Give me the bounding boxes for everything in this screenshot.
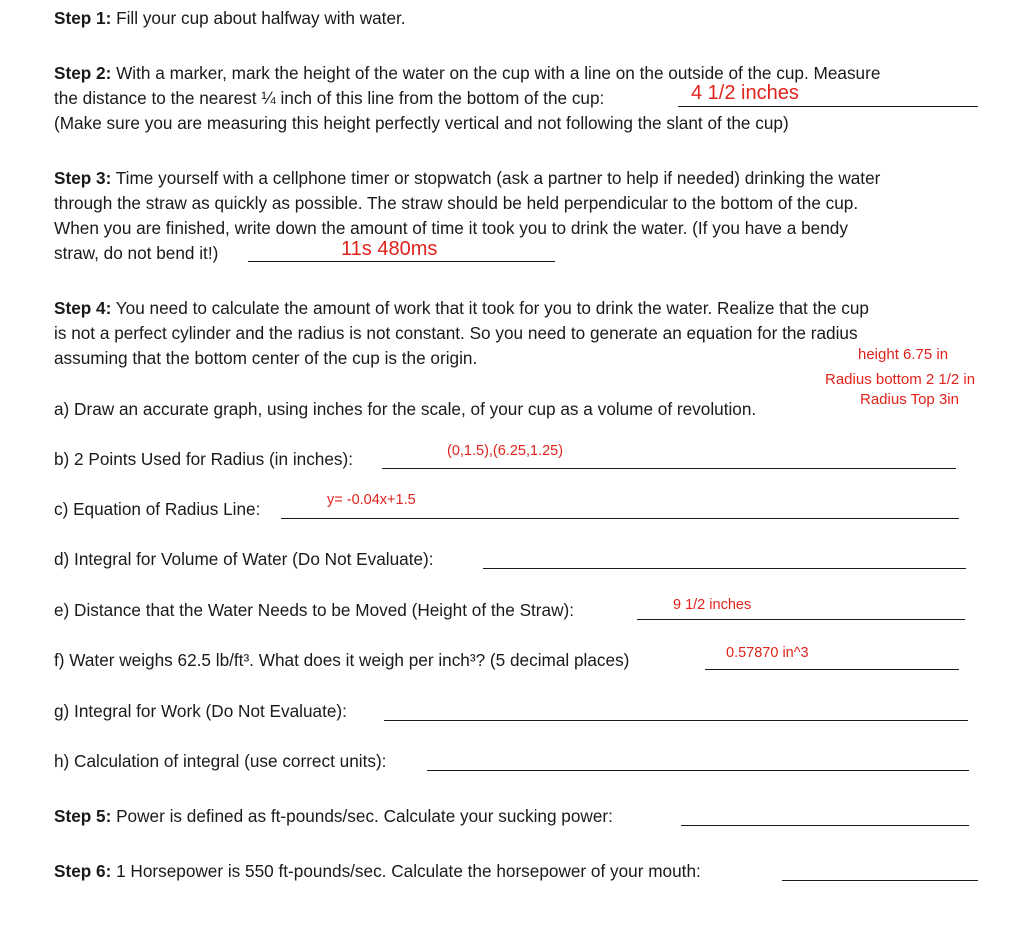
question-e-blank[interactable] xyxy=(637,619,965,620)
step4-line2 xyxy=(54,321,858,346)
step3-line3 xyxy=(54,216,848,241)
question-a-text: a) Draw an accurate graph, using inches for the scale, of your cup as a volume of revolution. xyxy=(54,399,757,419)
step2-text2: the distance to the nearest ¼ inch of this line from the bottom of the cup: xyxy=(54,88,605,108)
question-b-answer: (0,1.5),(6.25,1.25) xyxy=(447,443,564,459)
step2-line2 xyxy=(54,86,604,111)
step3-answer-blank[interactable] xyxy=(248,261,555,262)
step4-line1 xyxy=(54,296,869,321)
question-b-blank[interactable] xyxy=(382,468,956,469)
step3-label: Step 3: xyxy=(54,168,112,188)
question-f xyxy=(54,648,629,673)
question-f-answer: 0.57870 in^3 xyxy=(726,645,809,661)
question-f-blank[interactable] xyxy=(705,669,959,670)
step6-blank[interactable] xyxy=(782,880,978,881)
step6-text: 1 Horsepower is 550 ft-pounds/sec. Calculate the horsepower of your mouth: xyxy=(111,861,701,881)
step3-answer: 11s 480ms xyxy=(341,238,438,260)
question-g xyxy=(54,699,347,724)
step2-answer: 4 1/2 inches xyxy=(691,82,799,104)
step4-text1: You need to calculate the amount of work that it took for you to drink the water. Realize that the cup xyxy=(111,298,869,318)
question-h-text: h) Calculation of integral (use correct units): xyxy=(54,751,387,771)
step5-text: Power is defined as ft-pounds/sec. Calculate your sucking power: xyxy=(111,806,613,826)
step2-text1: With a marker, mark the height of the water on the cup with a line on the outside of the cup. Measure xyxy=(111,63,881,83)
step3-text4: straw, do not bend it!) xyxy=(54,243,219,263)
step3-line4 xyxy=(54,241,218,266)
step3-line2 xyxy=(54,191,858,216)
step3-line1 xyxy=(54,166,880,191)
question-h xyxy=(54,749,386,774)
note-radius-bottom: Radius bottom 2 1/2 in xyxy=(825,371,976,388)
step3-text2: through the straw as quickly as possible. The straw should be held perpendicular to the bottom of the cup. xyxy=(54,193,859,213)
question-e-answer: 9 1/2 inches xyxy=(673,597,752,613)
question-b xyxy=(54,447,353,472)
note-height: height 6.75 in xyxy=(858,346,949,363)
step6-label: Step 6: xyxy=(54,861,112,881)
step4-label: Step 4: xyxy=(54,298,112,318)
step6-line xyxy=(54,859,701,884)
step1-text: Fill your cup about halfway with water. xyxy=(111,8,406,28)
question-d-text: d) Integral for Volume of Water (Do Not Evaluate): xyxy=(54,549,434,569)
step2-text3: (Make sure you are measuring this height perfectly vertical and not following the slant of the cup) xyxy=(54,113,789,133)
step4-text3: assuming that the bottom center of the cup is the origin. xyxy=(54,348,478,368)
step3-text1: Time yourself with a cellphone timer or stopwatch (ask a partner to help if needed) drinking the water xyxy=(111,168,881,188)
step1-line xyxy=(54,6,406,31)
question-g-text: g) Integral for Work (Do Not Evaluate): xyxy=(54,701,347,721)
question-e-text: e) Distance that the Water Needs to be Moved (Height of the Straw): xyxy=(54,600,575,620)
note-radius-top: Radius Top 3in xyxy=(860,391,959,408)
question-d-blank[interactable] xyxy=(483,568,966,569)
step5-line xyxy=(54,804,613,829)
question-b-text: b) 2 Points Used for Radius (in inches): xyxy=(54,449,354,469)
question-c xyxy=(54,497,260,522)
step2-line3 xyxy=(54,111,789,136)
question-c-blank[interactable] xyxy=(281,518,959,519)
step5-blank[interactable] xyxy=(681,825,969,826)
question-f-text: f) Water weighs 62.5 lb/ft³. What does it weigh per inch³? (5 decimal places) xyxy=(54,650,630,670)
step5-label: Step 5: xyxy=(54,806,112,826)
question-c-text: c) Equation of Radius Line: xyxy=(54,499,261,519)
step3-text3: When you are finished, write down the amount of time it took you to drink the water. (If you have a bendy xyxy=(54,218,848,238)
question-d xyxy=(54,547,434,572)
step2-label: Step 2: xyxy=(54,63,112,83)
step4-line3 xyxy=(54,346,477,371)
question-c-answer: y= -0.04x+1.5 xyxy=(327,492,416,508)
step4-text2: is not a perfect cylinder and the radius is not constant. So you need to generate an equation for the radius xyxy=(54,323,858,343)
question-a xyxy=(54,397,756,422)
question-g-blank[interactable] xyxy=(384,720,968,721)
step2-answer-blank[interactable] xyxy=(678,106,978,107)
question-e xyxy=(54,598,574,623)
question-h-blank[interactable] xyxy=(427,770,969,771)
step1-label: Step 1: xyxy=(54,8,112,28)
